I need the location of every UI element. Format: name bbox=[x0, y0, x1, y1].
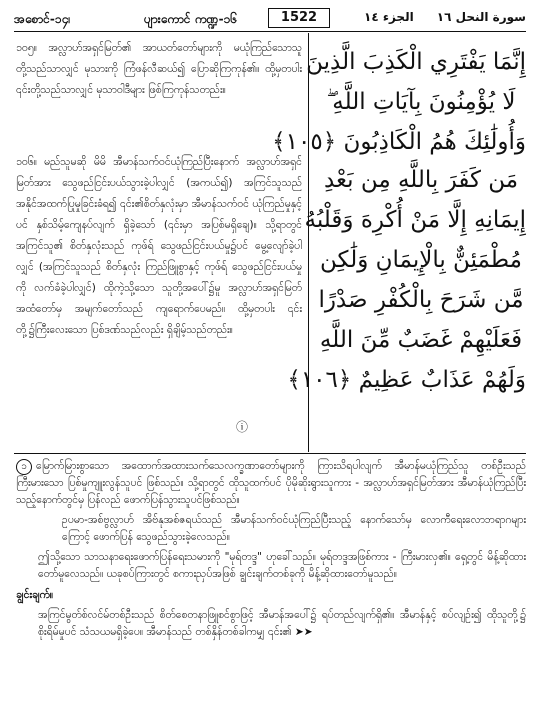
arabic-line: مَن كَفَرَ بِاللَّهِ مِن بَعْدِ bbox=[323, 167, 519, 193]
page-number: 1522 bbox=[268, 8, 330, 28]
footnote-marker: ⓘ bbox=[236, 420, 249, 434]
footnote-heading: ချွင်းချက်။ bbox=[16, 589, 54, 601]
footnote-1 bbox=[16, 458, 526, 509]
arabic-line: إِنَّمَا يَفْتَرِي الْكَذِبَ الَّذِينَ bbox=[306, 49, 526, 75]
page-header bbox=[14, 8, 526, 30]
juz-label: الجزء ١٤ bbox=[364, 10, 414, 24]
translation-verse-106 bbox=[16, 152, 302, 341]
footnote-divider bbox=[14, 453, 526, 454]
verse-105-text: ၁၀၅။ အလ္လာဟ်အရှင်မြတ်၏ အာယတ်တော်များကို မယုံကြည်သောသူတို့သည်သာလျှင် မုသားကို ကြံဖန်လီဆယ်၍ ပြောဆိုကြကုန်၏။ ထို့မှတပါး ၎င်းတို့သည်သာလျှင် မုသာဝါဒီများ ဖြစ်ကြကုန်သတည်း။ bbox=[16, 42, 302, 96]
footnote-number: ၁ bbox=[16, 459, 32, 475]
footnote-1-text: မြောက်မြားစွာသော အထောက်အထားသက်သေလက္ခဏာတော်များကို ကြားသိရပါလျက် အီမာန်မယုံကြည်သူ တစ်ဦးသည် ကြီးမားသော ပြစ်မှုကျူးလွန်သူပင် ဖြစ်သည်။ သို့ရာတွင် ထိုသူထက်ပင် ပိုမိုဆိုးရွားသူကား - အလ္လာဟ်အရှင်မြတ်အား အီမာန်ယုံကြည်ပြီးသည့်နောက်တွင်မှ ပြန်လည် ဖောက်ပြန်သွားသူပင်ဖြစ်သည်။ bbox=[16, 460, 526, 506]
verse-106-text: ၁၀၆။ မည်သူမဆို မိမိ အီမာန်သက်ဝင်ယုံကြည်ပြီးနောက် အလ္လာဟ်အရှင်မြတ်အား သွေဖည်ငြင်းပယ်သွားခဲ့ပါလျှင် (အကယ်၍) အကြင်သူသည် အနိုင်အထက်ပြုမှုခြင်းခံရ၍ ၎င်း၏စိတ်နှလုံးမှာ အီမာန်သက်ဝင် ယုံကြည်မှုနှင့်ပင် နှစ်သိမ့်ကျေနပ်လျက် ရှိခဲ့သော် (၎င်းမှာ အပြစ်မရှိချေ)။ သို့ရာတွင် အကြင်သူ၏ စိတ်နှလုံးသည် ကုဖ်ရ် သွေဖည်ငြင်းပယ်မှု၌ပင် မွေ့လျော်ခဲ့ပါလျှင် (အကြင်သူသည် စိတ်နှလုံး ကြည်ဖြူစွာနှင့် ကုဖ်ရ် သွေဖည်ငြင်းပယ်မှုကို လက်ခံခဲ့ပါလျှင်) ထိုကဲ့သို့သော သူတို့အပေါ်၌မူ အလ္လာဟ်အရှင်မြတ်အထံတော်မှ အမျက်တော်သည် ကျရောက်ပေမည်။ ထို့မှတပါး ၎င်းတို့၌ကြီးလေးသော ပြစ်ဒဏ်သည်လည်း ရှိချိမ့်သည်တည်း။ bbox=[16, 156, 302, 336]
header-divider bbox=[14, 31, 526, 32]
arabic-line: فَعَلَيْهِمْ غَضَبٌ مِّنَ اللَّهِ bbox=[319, 327, 523, 353]
arabic-line: لَا يُؤْمِنُونَ بِآيَاتِ اللَّهِ ۖ bbox=[326, 89, 516, 115]
footnote-4-text: အကြင်မွတ်စ်လင်မ်တစ်ဦးသည် စိတ်စေတနာဖြူစင်စွာဖြင့် အီမာန်အပေါ်၌ ရပ်တည်လျက်ရှိ၏။ အီမာန်နှင့် စပ်လျဉ်း၍ ထိုသူတို့၌ စိုးရိမ်မှုပင် သံသယမရှိခဲ့ပေ။ အီမာန်သည် တစ်နှိန်တစ်ခါကမျှ ၎င်း၏ ➤➤ bbox=[38, 609, 526, 638]
footnote-3-text: ဤသို့သော သာသနာရေးဖောက်ပြန်ရေးသမားကို "မုရ်တဒ္ဒ" ဟုခေါ်သည်။ မုရ်တဒ္ဒအဖြစ်ကား - ကြီးမားလှ၏။ ရှေ့တွင် မိန့်ဆိုထားတော်မူလေသည်။ ယခုစပ်ကြားတွင် စကားညှပ်အဖြစ် ချွင်းချက်တစ်ခုကို မိန့်ဆိုထားတော်မူသည်။ bbox=[38, 551, 526, 580]
translation-verse-105 bbox=[16, 38, 302, 101]
arabic-line: وَأُولَٰئِكَ هُمُ الْكَاذِبُونَ ﴿١٠٥﴾ bbox=[272, 129, 526, 155]
volume-label: အစောင်-၁၄၊ bbox=[14, 12, 71, 26]
footnotes bbox=[16, 458, 526, 644]
surah-label: سورة النحل ١٦ bbox=[436, 10, 526, 24]
arabic-line: مُطْمَئِنٌّ بِالْإِيمَانِ وَلَٰكِن bbox=[319, 247, 522, 273]
footnote-2-text: ဥပမာ-အစ်ဗွလ္လာဟ် အိဗ်နုအစ်ဇရယ်သည် အီမာန်သက်ဝင်ယုံကြည်ပြီးသည့် နောက်သော်မှ လောကီရေးလောဘရာဂများကြောင့် ဖောက်ပြန် သွေဖည်သွားခဲ့လေသည်။ bbox=[62, 514, 526, 543]
arabic-verse-106 bbox=[287, 160, 526, 400]
arabic-line: مَّن شَرَحَ بِالْكُفْرِ صَدْرًا bbox=[318, 287, 524, 313]
arabic-verse-105 bbox=[272, 42, 526, 162]
arabic-line: إِيمَانِهِ إِلَّا مَنْ أُكْرِهَ وَقَلْبُهُ bbox=[304, 207, 526, 233]
arabic-line: وَلَهُمْ عَذَابٌ عَظِيمٌ ﴿١٠٦﴾ bbox=[287, 367, 526, 393]
chapter-label: ပျားကောင် ကဏ္ဍ-၁၆ bbox=[144, 12, 238, 26]
